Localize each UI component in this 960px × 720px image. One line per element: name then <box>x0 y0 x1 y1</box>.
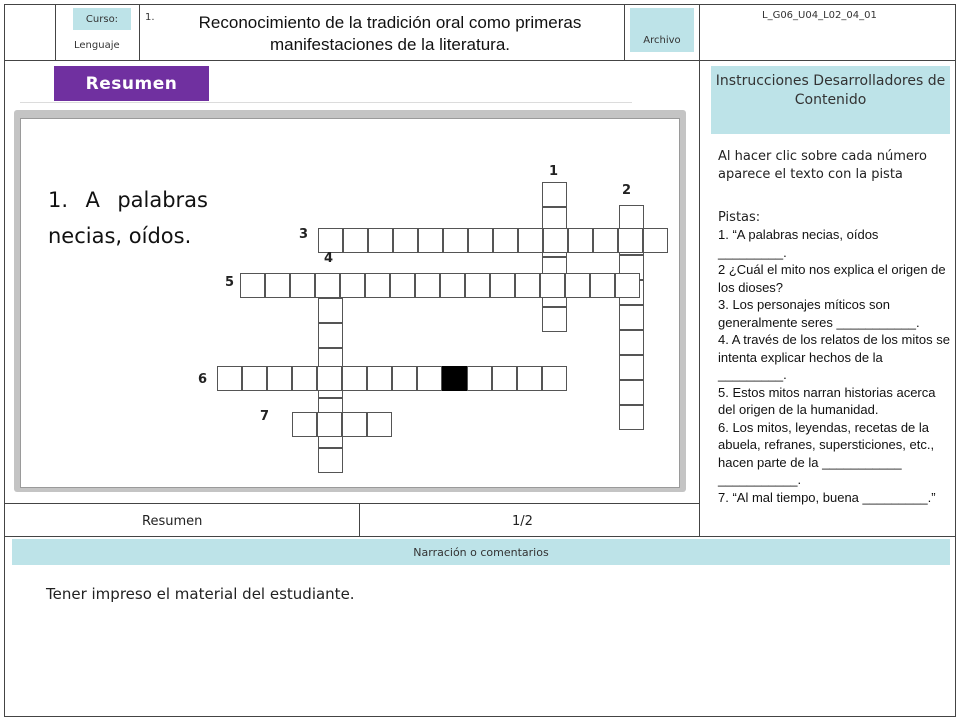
crossword-number-2[interactable]: 2 <box>622 183 632 198</box>
crossword-cell[interactable] <box>240 273 265 298</box>
crossword-cell[interactable] <box>593 228 618 253</box>
crossword-cell[interactable] <box>292 366 317 391</box>
crossword-cell[interactable] <box>490 273 515 298</box>
title-divider-right <box>624 4 625 60</box>
left-border <box>4 4 5 717</box>
crossword-cell[interactable] <box>415 273 440 298</box>
crossword-cell[interactable] <box>542 182 567 207</box>
instructions-body: Al hacer clic sobre cada número aparece el texto con la pista <box>718 149 927 182</box>
crossword-cell[interactable] <box>318 298 343 323</box>
crossword-cell[interactable] <box>317 412 342 437</box>
bottom-border <box>4 716 956 717</box>
page-title <box>160 12 620 56</box>
crossword-cell[interactable] <box>367 366 392 391</box>
clue-item: 3. Los personajes míticos son generalmente seres ___________. <box>718 297 920 330</box>
narration-header: Narración o comentarios <box>12 539 950 565</box>
instructions-header: Instrucciones Desarrolladores de Contenido <box>711 66 950 134</box>
crossword-cell[interactable] <box>315 273 340 298</box>
crossword-cell[interactable] <box>619 355 644 380</box>
crossword-cell[interactable] <box>292 412 317 437</box>
crossword-cell[interactable] <box>290 273 315 298</box>
crossword-cell[interactable] <box>540 273 565 298</box>
crossword-cell[interactable] <box>393 228 418 253</box>
clue-item: 7. “Al mal tiempo, buena _________.” <box>718 489 936 505</box>
crossword-cell[interactable] <box>418 228 443 253</box>
crossword-cell[interactable] <box>342 412 367 437</box>
course-divider-left <box>55 4 56 60</box>
footer-bottom-border <box>4 536 956 537</box>
course-label: Curso: <box>73 8 131 30</box>
clue-list <box>718 226 950 506</box>
clue-item: 1. “A palabras necias, oídos _________. <box>718 227 879 260</box>
crossword-cell[interactable] <box>643 228 668 253</box>
crossword-cell[interactable] <box>318 228 343 253</box>
crossword-cell[interactable] <box>619 330 644 355</box>
crossword-cell[interactable] <box>493 228 518 253</box>
crossword-cell[interactable] <box>619 205 644 230</box>
crossword-cell[interactable] <box>342 366 367 391</box>
crossword-cell[interactable] <box>492 366 517 391</box>
crossword-black-cell <box>442 366 467 391</box>
page-title-line2: manifestaciones de la literatura. <box>269 35 511 54</box>
crossword-number-3[interactable]: 3 <box>299 227 309 242</box>
crossword-cell[interactable] <box>443 228 468 253</box>
crossword-cell[interactable] <box>242 366 267 391</box>
slide-code: L_G06_U04_L02_04_01 <box>762 10 877 21</box>
footer-divider <box>359 503 360 536</box>
footer-label: Resumen <box>142 514 203 529</box>
crossword-cell[interactable] <box>365 273 390 298</box>
crossword-cell[interactable] <box>368 228 393 253</box>
crossword-cell[interactable] <box>468 228 493 253</box>
archivo-divider-right <box>699 4 700 536</box>
crossword-number-7[interactable]: 7 <box>260 409 270 424</box>
archivo-label: Archivo <box>643 35 681 46</box>
narration-text: Tener impreso el material del estudiante. <box>46 585 355 603</box>
top-border <box>4 4 956 5</box>
course-value: Lenguaje <box>74 40 120 51</box>
crossword-cell[interactable] <box>217 366 242 391</box>
crossword-cell[interactable] <box>515 273 540 298</box>
clue-display: 1. A palabras necias, oídos. <box>48 188 208 248</box>
crossword-cell[interactable] <box>465 273 490 298</box>
crossword-cell[interactable] <box>440 273 465 298</box>
resumen-underline <box>20 102 632 103</box>
crossword-cell[interactable] <box>542 307 567 332</box>
number-prefix: 1. <box>145 12 155 23</box>
crossword-cell[interactable] <box>618 228 643 253</box>
crossword-cell[interactable] <box>417 366 442 391</box>
clue-item: 6. Los mitos, leyendas, recetas de la abuela, refranes, supersticiones, etc., hacen parte de la ___________ ___________. <box>718 419 935 487</box>
course-divider-right <box>139 4 140 60</box>
crossword-cell[interactable] <box>542 366 567 391</box>
crossword-cell[interactable] <box>619 380 644 405</box>
crossword-cell[interactable] <box>467 366 492 391</box>
crossword-cell[interactable] <box>392 366 417 391</box>
page-indicator: 1/2 <box>512 514 533 529</box>
crossword-cell[interactable] <box>615 273 640 298</box>
crossword-cell[interactable] <box>318 323 343 348</box>
crossword-cell[interactable] <box>619 405 644 430</box>
crossword-cell[interactable] <box>343 228 368 253</box>
crossword-number-1[interactable]: 1 <box>549 164 559 179</box>
crossword-cell[interactable] <box>265 273 290 298</box>
crossword-cell[interactable] <box>568 228 593 253</box>
crossword-cell[interactable] <box>318 448 343 473</box>
crossword-cell[interactable] <box>367 412 392 437</box>
crossword-cell[interactable] <box>619 305 644 330</box>
right-border <box>955 4 956 717</box>
crossword-cell[interactable] <box>543 228 568 253</box>
crossword-cell[interactable] <box>317 366 342 391</box>
crossword-number-4[interactable]: 4 <box>324 251 334 266</box>
resumen-button[interactable]: Resumen <box>54 66 209 101</box>
crossword-number-6[interactable]: 6 <box>198 372 208 387</box>
clue-item: 4. A través de los relatos de los mitos se intenta explicar hechos de la _________. <box>718 332 950 382</box>
crossword-number-5[interactable]: 5 <box>225 275 235 290</box>
archivo-button[interactable] <box>630 8 694 52</box>
crossword-cell[interactable] <box>267 366 292 391</box>
crossword-cell[interactable] <box>340 273 365 298</box>
header-bottom-border <box>4 60 956 61</box>
clue-item: 2 ¿Cuál el mito nos explica el origen de los dioses? <box>718 262 946 295</box>
crossword-cell[interactable] <box>590 273 615 298</box>
page-title-line1: Reconocimiento de la tradición oral como primeras <box>198 13 582 32</box>
crossword-cell[interactable] <box>518 228 543 253</box>
crossword-cell[interactable] <box>565 273 590 298</box>
slide-bottom-border <box>4 503 699 504</box>
crossword-cell[interactable] <box>517 366 542 391</box>
clue-item: 5. Estos mitos narran historias acerca del origen de la humanidad. <box>718 384 936 417</box>
pistas-label: Pistas: <box>718 210 761 225</box>
crossword-cell[interactable] <box>390 273 415 298</box>
